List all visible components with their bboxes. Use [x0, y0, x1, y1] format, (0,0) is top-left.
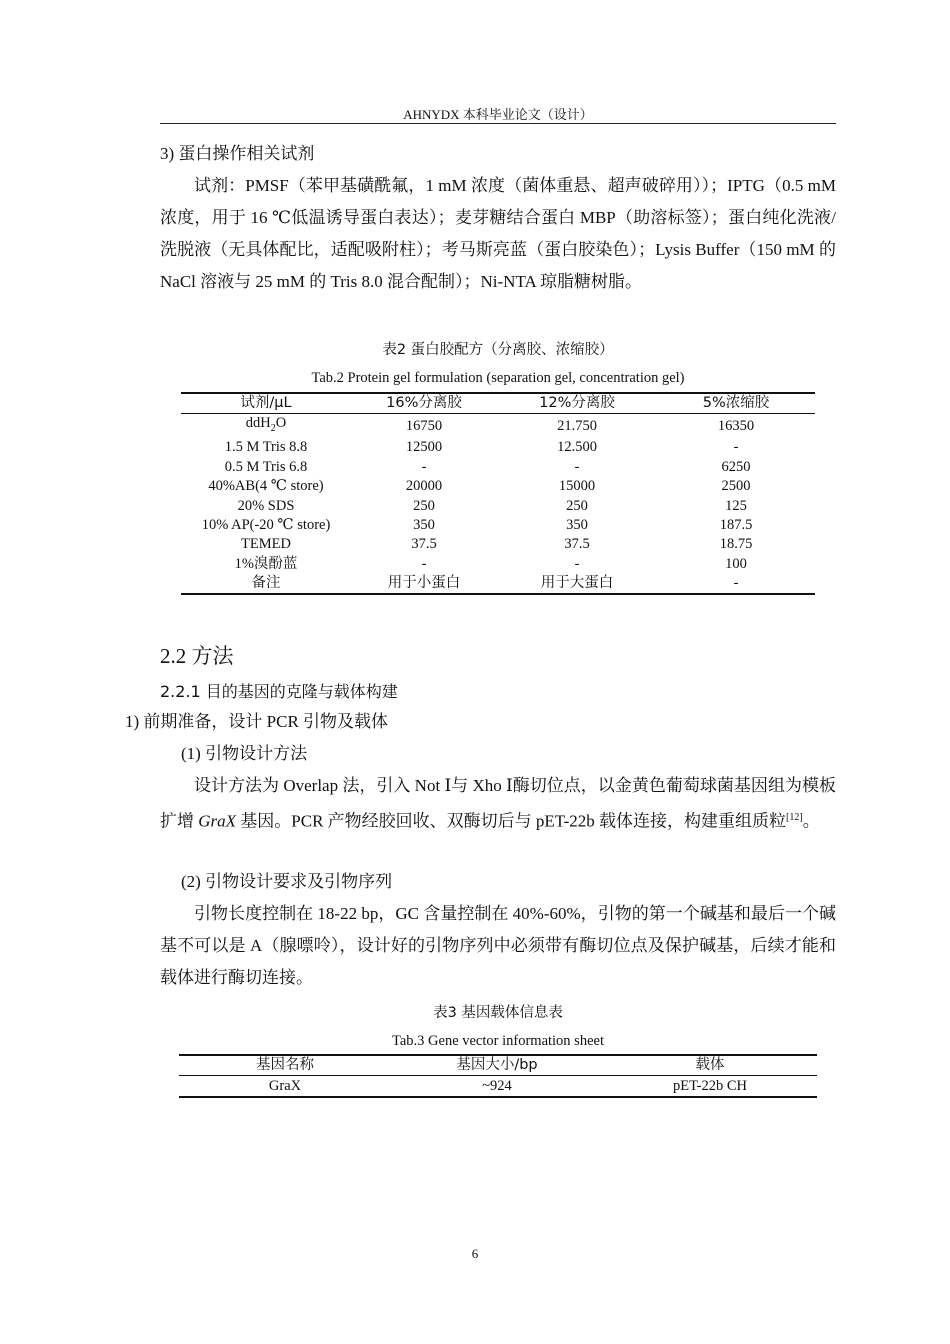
gel-formulation-table: [181, 392, 815, 595]
running-header: AHNYDX 本科毕业论文（设计）: [403, 107, 593, 122]
table-row: [181, 477, 815, 496]
table-cell: 0.5 M Tris 6.8: [224, 458, 308, 475]
table3-caption-zh: 表3 基因载体信息表: [433, 1005, 563, 1021]
table-cell: pET-22b CH: [673, 1077, 747, 1094]
table-cell: -: [421, 555, 427, 572]
paragraph-text: 。: [802, 811, 820, 831]
page-number: 6: [471, 1246, 479, 1261]
table-header-cell: 基因名称: [179, 1055, 391, 1076]
table-cell: 37.5: [411, 536, 437, 553]
table-cell: 187.5: [719, 517, 753, 534]
table-row: [181, 458, 815, 477]
table-header-row: [179, 1055, 817, 1076]
table-cell: -: [733, 575, 739, 592]
table-cell: TEMED: [241, 536, 291, 553]
table-cell: 18.75: [719, 536, 753, 553]
reagents-paragraph: 试剂：PMSF（苯甲基磺酰氟，1 mM 浓度（菌体重悬、超声破碎用））；IPTG（0.5 mM 浓度，用于 16 ℃低温诱导蛋白表达）；麦芽糖结合蛋白 MBP（助溶标签）；蛋白纯化洗液/洗脱液（无具体配比，适配吸附柱）；考马斯亮蓝（蛋白胶染色）；Lysis Buffer（150 mM 的 NaCl 溶液与 25 mM 的 Tris 8.0 混合配制）；Ni-NTA 琼脂糖树脂。: [160, 176, 836, 291]
gene-vector-table: [179, 1054, 817, 1098]
table-cell: 350: [413, 517, 435, 534]
table-header-cell: 16%分离胶: [351, 393, 497, 414]
table2-caption-en: Tab.2 Protein gel formulation (separation gel, concentration gel): [311, 370, 685, 386]
table-row: [181, 516, 815, 535]
table-cell: 10% AP(-20 ℃ store): [201, 517, 331, 534]
table-cell: 1.5 M Tris 8.8: [224, 439, 308, 456]
table-header-cell: 12%分离胶: [497, 393, 657, 414]
table-cell: 100: [725, 555, 747, 572]
section-3-heading: 3) 蛋白操作相关试剂: [160, 144, 315, 163]
table-cell: 20000: [405, 478, 443, 495]
table-row: [181, 414, 815, 438]
table-row: [181, 496, 815, 515]
paragraph-text: 基因。PCR 产物经胶回收、双酶切后与 pET-22b 载体连接，构建重组质粒: [236, 811, 787, 831]
item-1-sub-1: (1) 引物设计方法: [181, 744, 308, 763]
section-2-2-heading: 2.2 方法: [160, 644, 234, 668]
gene-name: GraX: [198, 811, 237, 831]
table-cell: 15000: [558, 478, 596, 495]
table-cell: 21.750: [557, 417, 597, 434]
table-cell: -: [421, 458, 427, 475]
item-1-heading: 1) 前期准备，设计 PCR 引物及载体: [125, 712, 389, 731]
item-1-sub-2: (2) 引物设计要求及引物序列: [181, 872, 393, 891]
table-cell: GraX: [268, 1077, 302, 1094]
table-cell: 1%溴酚蓝: [234, 555, 298, 572]
table-header-cell: 5%浓缩胶: [657, 393, 815, 414]
table-header-cell: 试剂/μL: [181, 393, 351, 414]
section-2-2-1-heading: 2.2.1 目的基因的克隆与载体构建: [160, 682, 398, 701]
table-cell: 250: [566, 497, 588, 514]
table-cell: 40%AB(4 ℃ store): [208, 478, 324, 495]
table-cell: 2500: [721, 478, 751, 495]
table2-caption-zh: 表2 蛋白胶配方（分离胶、浓缩胶）: [382, 342, 614, 358]
table-cell: -: [574, 458, 580, 475]
table3-caption-en: Tab.3 Gene vector information sheet: [392, 1033, 604, 1049]
table-cell: 16750: [405, 417, 443, 434]
table-header-cell: 基因大小/bp: [391, 1055, 603, 1076]
table-cell: 250: [413, 497, 435, 514]
header-rule: [160, 123, 836, 124]
table-row: [179, 1076, 817, 1097]
table-header-cell: 载体: [603, 1055, 817, 1076]
table-cell: 6250: [721, 458, 751, 475]
table-cell: 20% SDS: [237, 497, 295, 514]
table-cell: 12.500: [557, 439, 597, 456]
table-cell: ~924: [482, 1077, 512, 1094]
table-cell: -: [733, 439, 739, 456]
table-cell: 125: [725, 497, 747, 514]
table-cell: 16350: [717, 417, 755, 434]
table-cell: 350: [566, 517, 588, 534]
table-cell: 37.5: [564, 536, 590, 553]
table-row: [181, 574, 815, 594]
citation-link[interactable]: [12]: [786, 812, 803, 823]
table-header-row: [181, 393, 815, 414]
primer-requirements-paragraph: 引物长度控制在 18-22 bp，GC 含量控制在 40%-60%，引物的第一个碱基和最后一个碱基不可以是 A（腺嘌呤），设计好的引物序列中必须带有酶切位点及保护碱基，后续才能和载体进行酶切连接。: [160, 904, 836, 987]
table-cell: 备注: [251, 575, 281, 592]
primer-design-paragraph: [160, 770, 836, 838]
table-row: [181, 555, 815, 574]
table-cell: ddH$_2$O: [245, 415, 287, 435]
table-cell: 用于大蛋白: [540, 575, 614, 592]
paragraph-text: 设计方法为 Overlap 法，引入 Not Ⅰ与 Xho Ⅰ酶切位点，以金黄色葡萄球菌基因组为模板扩增: [160, 776, 836, 831]
table-cell: 12500: [405, 439, 443, 456]
table-cell: 用于小蛋白: [387, 575, 461, 592]
table-row: [181, 535, 815, 554]
table-row: [181, 438, 815, 457]
table-cell: -: [574, 555, 580, 572]
